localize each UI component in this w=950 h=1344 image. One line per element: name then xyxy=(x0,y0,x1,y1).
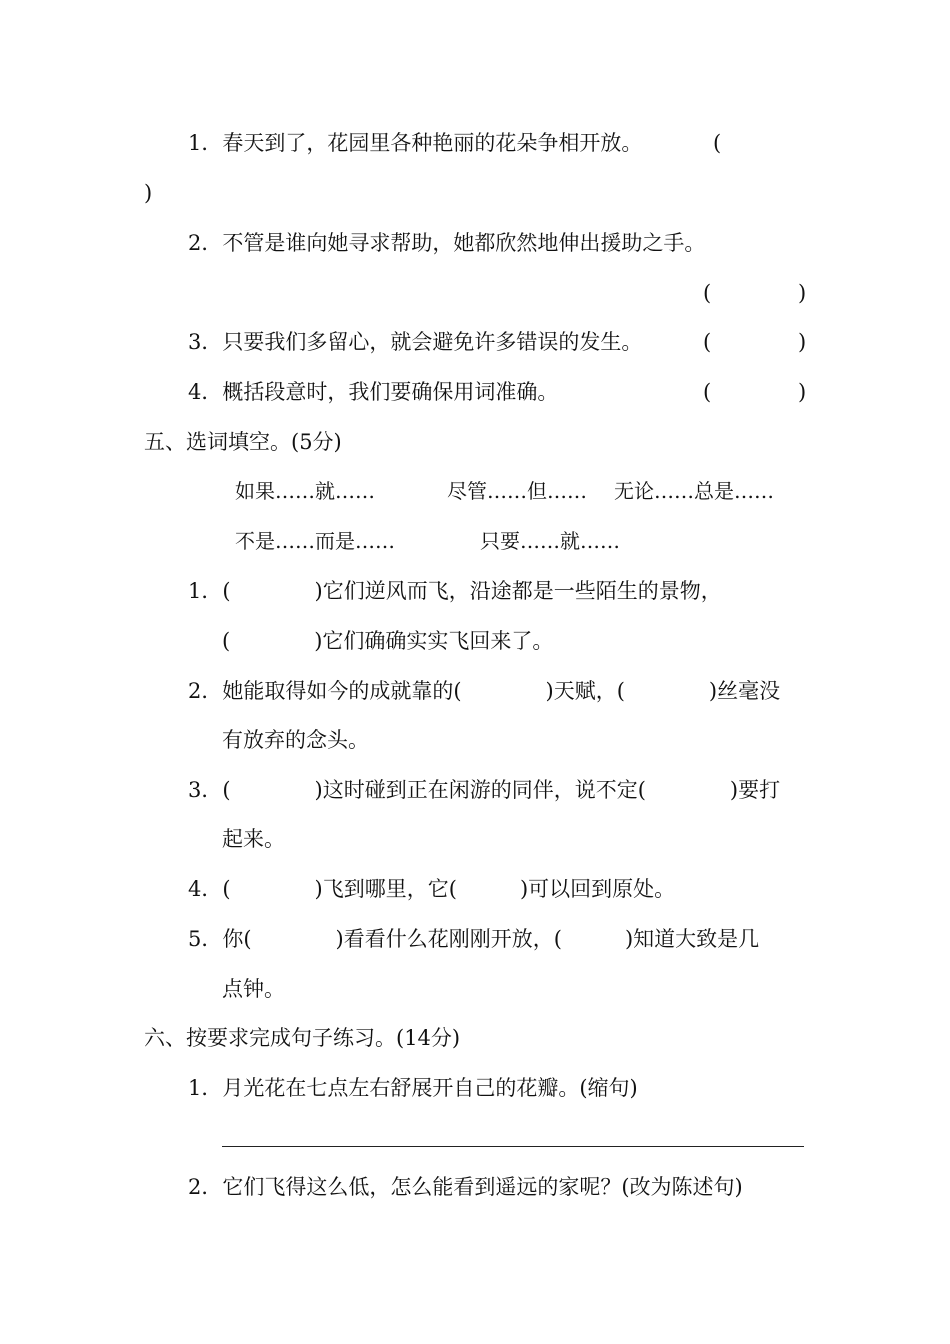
p4-item-3-close-paren: ) xyxy=(798,330,807,354)
p5-option-3: 无论……总是…… xyxy=(614,479,774,503)
p6-item-1-answer-line[interactable] xyxy=(222,1146,804,1147)
p5-option-4: 不是……而是…… xyxy=(235,529,395,553)
p5-line-7: 4．( )飞到哪里，它( )可以回到原处。 xyxy=(188,877,676,901)
p5-line-2: ( )它们确确实实飞回来了。 xyxy=(222,629,554,653)
p4-item-4-open-paren: ( xyxy=(703,380,712,404)
p6-item-2: 2．它们飞得这么低，怎么能看到遥远的家呢？(改为陈述句) xyxy=(188,1175,743,1199)
p5-line-9: 点钟。 xyxy=(222,977,285,1001)
p6-item-1: 1．月光花在七点左右舒展开自己的花瓣。(缩句) xyxy=(188,1076,638,1100)
p4-item-3: 3．只要我们多留心，就会避免许多错误的发生。 xyxy=(188,330,643,354)
p4-item-4-close-paren: ) xyxy=(798,380,807,404)
p5-option-5: 只要……就…… xyxy=(480,529,620,553)
p4-item-2: 2．不管是谁向她寻求帮助，她都欣然地伸出援助之手。 xyxy=(188,231,706,255)
p5-line-6: 起来。 xyxy=(222,827,285,851)
p4-item-1: 1．春天到了，花园里各种艳丽的花朵争相开放。 xyxy=(188,131,643,155)
p4-item-2-close-paren: ) xyxy=(798,281,807,305)
p5-line-8: 5．你( )看看什么花刚刚开放，( )知道大致是几 xyxy=(188,927,760,951)
p4-item-1-open-paren: ( xyxy=(713,131,722,155)
p5-line-1: 1．( )它们逆风而飞，沿途都是一些陌生的景物， xyxy=(188,579,722,603)
p5-line-5: 3．( )这时碰到正在闲游的同伴，说不定( )要打 xyxy=(188,778,781,802)
p6-heading: 六、按要求完成句子练习。(14分) xyxy=(144,1026,461,1050)
p5-option-1: 如果……就…… xyxy=(235,479,375,503)
p5-line-4: 有放弃的念头。 xyxy=(222,728,369,752)
p4-item-4: 4．概括段意时，我们要确保用词准确。 xyxy=(188,380,559,404)
p4-item-3-open-paren: ( xyxy=(703,330,712,354)
p4-item-2-open-paren: ( xyxy=(703,281,712,305)
p5-line-3: 2．她能取得如今的成就靠的( )天赋，( )丝毫没 xyxy=(188,679,781,703)
p5-option-2: 尽管……但…… xyxy=(447,479,587,503)
p4-item-1-close-paren: ) xyxy=(144,181,153,205)
p5-heading: 五、选词填空。(5分) xyxy=(144,430,342,454)
